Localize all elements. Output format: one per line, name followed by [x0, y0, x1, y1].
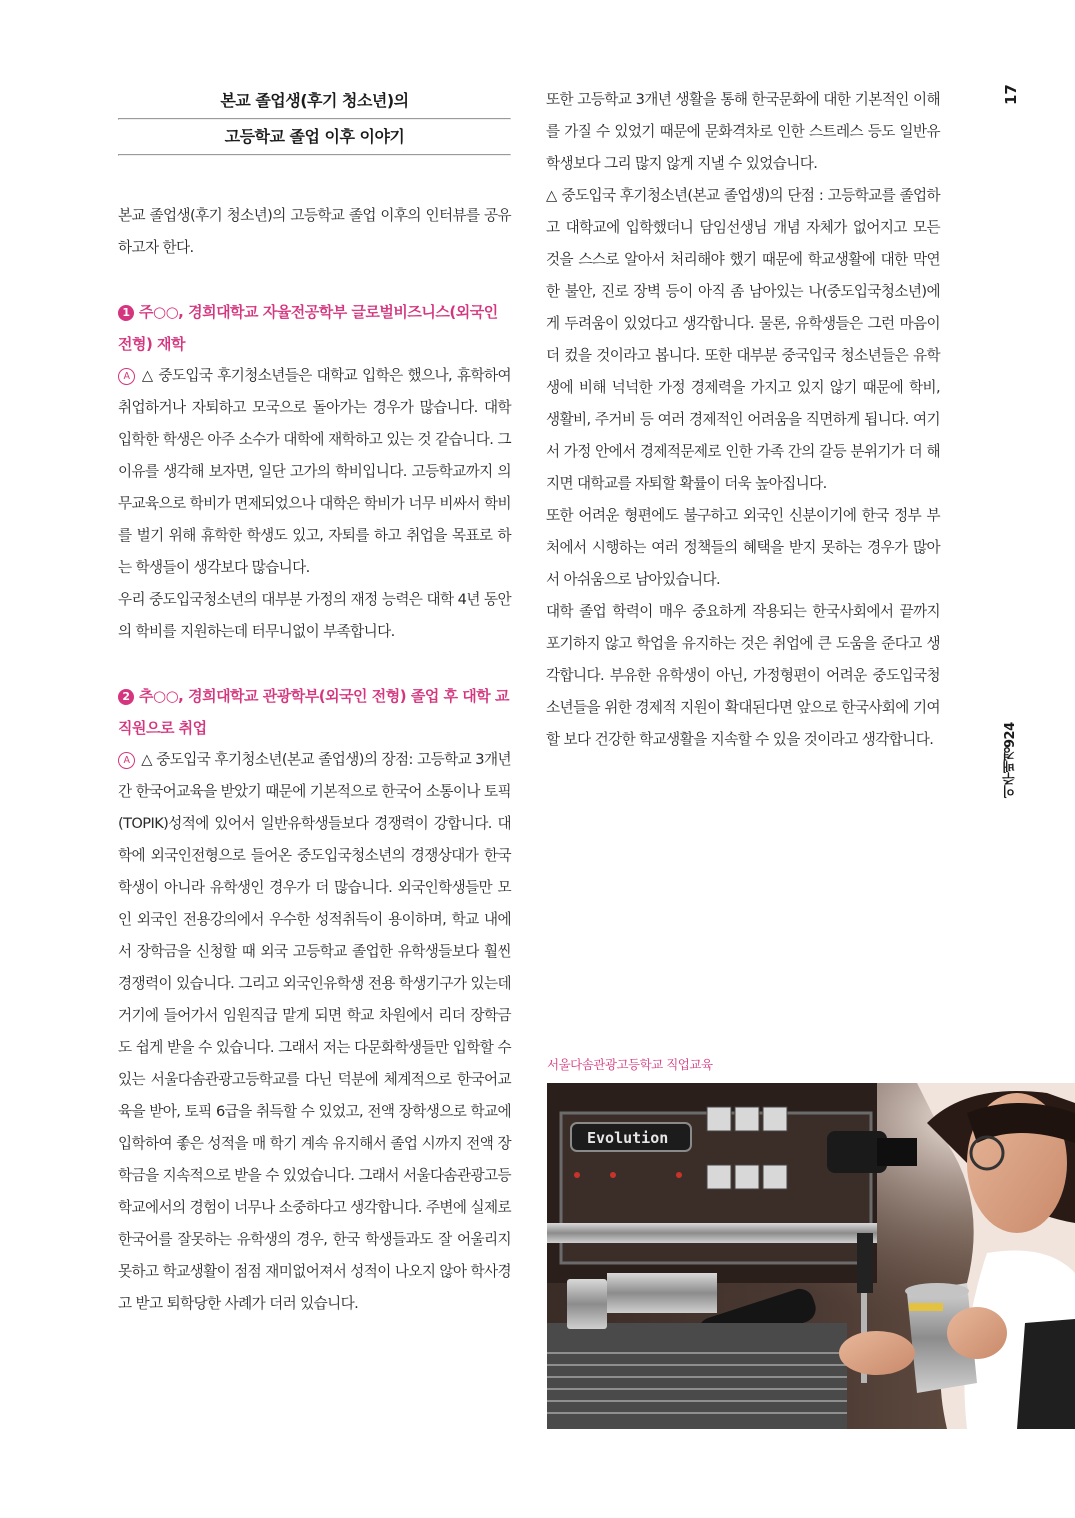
photo-caption: 서울다솜관광고등학교 직업교육: [547, 1057, 713, 1072]
section-number-badge: 1: [118, 305, 134, 321]
answer-mark: A: [118, 368, 135, 385]
intro-paragraph: 본교 졸업생(후기 청소년)의 고등학교 졸업 이후의 인터뷰를 공유하고자 한다.: [118, 207, 511, 256]
title-divider-bottom: [118, 154, 511, 156]
page-number: 17: [1002, 84, 1020, 106]
machine-label: Evolution: [587, 1129, 669, 1147]
section-1-heading: [118, 296, 511, 360]
article-title-box: [118, 84, 511, 156]
section-number-badge: 2: [118, 689, 134, 705]
article-title-line-2: 고등학교 졸업 이후 이야기: [224, 127, 405, 146]
section-1-heading-text: 주○○, 경희대학교 자율전공학부 글로벌비즈니스(외국인 전형) 재학: [118, 303, 498, 353]
section-2-paragraph-1: A △ 중도입국 후기청소년(본교 졸업생)의 장점: 고등학교 3개년간 한국어교육을 받았기 때문에 기본적으로 한국어 소통이나 토픽(TOPIK)성적에 있어서 일반유학생들보다 경쟁력이 강합니다. 대학에 외국인전형으로 들어온 중도입국청소년의 경쟁상대가 한국학생이 아니라 유학생인 경우가 더 많습니다. 외국인학생들만 모인 외국인 전용강의에서 우수한 성적취득이 용이하며, 학교 내에서 장학금을 신청할 때 외국 고등학교 졸업한 유학생들보다 훨씬 경쟁력이 있습니다. 그리고 외국인유학생 전용 학생기구가 있는데 거기에 들어가서 임원직급 맡게 되면 학교 차원에서 리더 장학금도 쉽게 받을 수 있습니다. 그래서 저는 다문화학생들만 입학할 수 있는 서울다솜관광고등학교를 다닌 덕분에 체계적으로 한국어교육을 받아, 토픽 6급을 취득할 수 있었고, 전액 장학생으로 학교에 입학하여 좋은 성적을 매 학기 계속 유지해서 졸업 시까지 전액 장학금을 지속적으로 받을 수 있었습니다. 그래서 서울다솜관광고등학교에서의 경험이 너무나 소중하다고 생각합니다. 주변에 실제로 한국어를 잘못하는 유학생의 경우, 한국 학생들과도 잘 어울리지 못하고 학교생활이 점점 재미없어져서 성적이 나오지 않아 학사경고 받고 퇴학당한 사례가 더러 있습니다.: [118, 751, 511, 1312]
magazine-side-title: 이주배경924: [1003, 722, 1018, 798]
left-column: [118, 84, 511, 1320]
section-2-paragraph-2: 또한 고등학교 3개년 생활을 통해 한국문화에 대한 기본적인 이해를 가질 수 있었기 때문에 문화격차로 인한 스트레스 등도 일반유학생보다 그리 많지 않게 지낼 수 있었습니다.: [546, 91, 940, 172]
section-2-paragraph-5: 대학 졸업 학력이 매우 중요하게 작용되는 한국사회에서 끝까지 포기하지 않고 학업을 유지하는 것은 취업에 큰 도움을 준다고 생각합니다. 부유한 유학생이 아닌, 가정형편이 어려운 중도입국청소년들을 위한 경제적 지원이 확대된다면 앞으로 한국사회에 기여할 보다 건강한 학교생활을 지속할 수 있을 것이라고 생각합니다.: [546, 603, 940, 748]
espresso-machine-illustration: [547, 1083, 1075, 1429]
section-1-paragraph-1: A △ 중도입국 후기청소년들은 대학교 입학은 했으나, 휴학하여 취업하거나 자퇴하고 모국으로 돌아가는 경우가 많습니다. 대학 입학한 학생은 아주 소수가 대학에 재학하고 있는 것 같습니다. 그 이유를 생각해 보자면, 일단 고가의 학비입니다. 고등학교까지 의무교육으로 학비가 면제되었으나 대학은 학비가 너무 비싸서 학비를 벌기 위해 휴학한 학생도 있고, 자퇴를 하고 취업을 목표로 하는 학생들이 생각보다 많습니다.: [118, 367, 511, 576]
section-2-heading: [118, 680, 511, 744]
section-2-paragraph-3: △ 중도입국 후기청소년(본교 졸업생)의 단점 : 고등학교를 졸업하고 대학교에 입학했더니 담임선생님 개념 자체가 없어지고 모든 것을 스스로 알아서 처리해야 했기 때문에 학교생활에 대한 막연한 불안, 진로 장벽 등이 아직 좀 남아있는 나(중도입국청소년)에게 두려움이 있었다고 생각합니다. 물론, 유학생들은 그런 마음이 더 컸을 것이라고 봅니다. 또한 대부분 중국입국 청소년들은 유학생에 비해 넉넉한 가정 경제력을 가지고 있지 않기 때문에 학비, 생활비, 주거비 등 여러 경제적인 어려움을 직면하게 됩니다. 여기서 가정 안에서 경제적문제로 인한 가족 간의 갈등 분위기가 더 해지면 대학교를 자퇴할 확률이 더욱 높아집니다.: [546, 187, 940, 492]
barista-training-photo: [547, 1083, 1075, 1429]
answer-mark: A: [118, 752, 135, 769]
section-1-paragraph-2: 우리 중도입국청소년의 대부분 가정의 재정 능력은 대학 4년 동안의 학비를 지원하는데 터무니없이 부족합니다.: [118, 591, 511, 640]
right-column: [546, 84, 940, 756]
article-title-line-1: 본교 졸업생(후기 청소년)의: [220, 91, 409, 110]
section-2-heading-text: 추○○, 경희대학교 관광학부(외국인 전형) 졸업 후 대학 교직원으로 취업: [118, 687, 509, 737]
section-2-paragraph-4: 또한 어려운 형편에도 불구하고 외국인 신분이기에 한국 정부 부처에서 시행하는 여러 정책들의 혜택을 받지 못하는 경우가 많아서 아쉬움으로 남아있습니다.: [546, 507, 940, 588]
